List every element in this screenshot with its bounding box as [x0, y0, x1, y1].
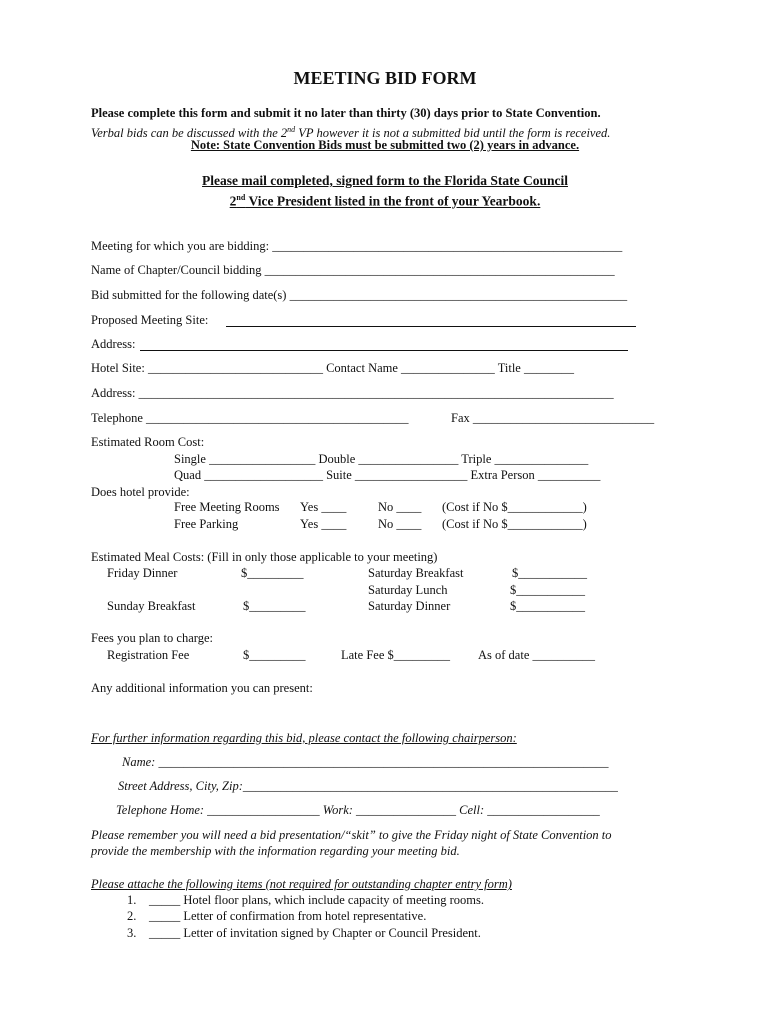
saturday-breakfast-label: Saturday Breakfast	[368, 566, 464, 580]
attachment-item-number: 3.	[127, 926, 137, 940]
attachment-item-number: 2.	[127, 909, 137, 923]
contact-address-field[interactable]: Street Address, City, Zip:____________________________________________________________	[118, 779, 618, 793]
registration-fee-label: Registration Fee	[107, 648, 190, 662]
saturday-lunch-label: Saturday Lunch	[368, 583, 448, 597]
attachment-item-number: 1.	[127, 893, 137, 907]
attachment-item[interactable]: _____ Letter of confirmation from hotel representative.	[149, 909, 427, 923]
fees-heading: Fees you plan to charge:	[91, 631, 213, 645]
presentation-reminder-line2: provide the membership with the information regarding your meeting bid.	[91, 844, 460, 858]
late-fee-field[interactable]: Late Fee $_________	[341, 648, 451, 662]
address-line[interactable]	[140, 350, 628, 351]
saturday-dinner-label: Saturday Dinner	[368, 599, 451, 613]
room-cost-row-1[interactable]: Single _________________ Double ________________ Triple _______________	[174, 452, 589, 466]
contact-heading: For further information regarding this bid, please contact the following chairperson:	[91, 731, 517, 745]
telephone-field[interactable]: Telephone __________________________________________	[91, 411, 409, 425]
saturday-dinner-amount[interactable]: $___________	[510, 599, 585, 613]
meeting-bidding-field[interactable]: Meeting for which you are bidding: ________________________________________________________	[91, 239, 623, 253]
as-of-date-field[interactable]: As of date __________	[478, 648, 595, 662]
room-cost-heading: Estimated Room Cost:	[91, 435, 205, 449]
attachments-heading: Please attache the following items (not required for outstanding chapter entry form)	[91, 877, 512, 891]
contact-phone-field[interactable]: Telephone Home: __________________ Work: ________________ Cell: __________________	[116, 803, 600, 817]
parking-cost[interactable]: (Cost if No $____________)	[442, 517, 587, 531]
contact-name-field[interactable]: Name: ________________________________________________________________________	[122, 755, 609, 769]
hotel-address-field[interactable]: Address: ____________________________________________________________________________	[91, 386, 614, 400]
fax-field[interactable]: Fax _____________________________	[451, 411, 655, 425]
attachment-item[interactable]: _____ Hotel floor plans, which include capacity of meeting rooms.	[149, 893, 484, 907]
meeting-rooms-yes[interactable]: Yes ____	[300, 500, 347, 514]
address-label: Address:	[91, 337, 136, 351]
saturday-lunch-amount[interactable]: $___________	[510, 583, 585, 597]
hotel-provide-heading: Does hotel provide:	[91, 485, 190, 499]
bid-dates-field[interactable]: Bid submitted for the following date(s) ______________________________________________________	[91, 288, 628, 302]
friday-dinner-label: Friday Dinner	[107, 566, 178, 580]
hotel-site-field[interactable]: Hotel Site: ____________________________ Contact Name _______________ Title ________	[91, 361, 574, 375]
free-parking-label: Free Parking	[174, 517, 239, 531]
meal-costs-heading: Estimated Meal Costs: (Fill in only those applicable to your meeting)	[91, 550, 438, 564]
intro-verbal-bids: Verbal bids can be discussed with the 2nd VP however it is not a submitted bid until the form is received.	[91, 125, 611, 141]
meeting-rooms-no[interactable]: No ____	[378, 500, 422, 514]
free-meeting-rooms-label: Free Meeting Rooms	[174, 500, 280, 514]
presentation-reminder-line1: Please remember you will need a bid presentation/“skit” to give the Friday night of State Convention to	[91, 828, 612, 842]
friday-dinner-amount[interactable]: $_________	[241, 566, 304, 580]
intro-instruction: Please complete this form and submit it no later than thirty (30) days prior to State Convention.	[91, 106, 601, 120]
room-cost-row-2[interactable]: Quad ___________________ Suite __________________ Extra Person __________	[174, 468, 601, 482]
attachment-item[interactable]: _____ Letter of invitation signed by Chapter or Council President.	[149, 926, 481, 940]
sunday-breakfast-label: Sunday Breakfast	[107, 599, 196, 613]
meeting-rooms-cost[interactable]: (Cost if No $____________)	[442, 500, 587, 514]
additional-info-label: Any additional information you can present:	[91, 681, 313, 695]
mail-instruction-line1: Please mail completed, signed form to the Florida State Council	[202, 173, 568, 188]
parking-no[interactable]: No ____	[378, 517, 422, 531]
saturday-breakfast-amount[interactable]: $___________	[512, 566, 587, 580]
meeting-site-label: Proposed Meeting Site:	[91, 313, 209, 327]
intro-note: Note: State Convention Bids must be submitted two (2) years in advance.	[190, 138, 580, 152]
mail-instruction-line2: 2nd Vice President listed in the front of your Yearbook.	[229, 193, 541, 209]
chapter-council-field[interactable]: Name of Chapter/Council bidding ________________________________________________________	[91, 263, 615, 277]
sunday-breakfast-amount[interactable]: $_________	[243, 599, 306, 613]
meeting-site-line[interactable]	[226, 326, 636, 327]
parking-yes[interactable]: Yes ____	[300, 517, 347, 531]
registration-fee-amount[interactable]: $_________	[243, 648, 306, 662]
form-title: MEETING BID FORM	[293, 68, 477, 88]
